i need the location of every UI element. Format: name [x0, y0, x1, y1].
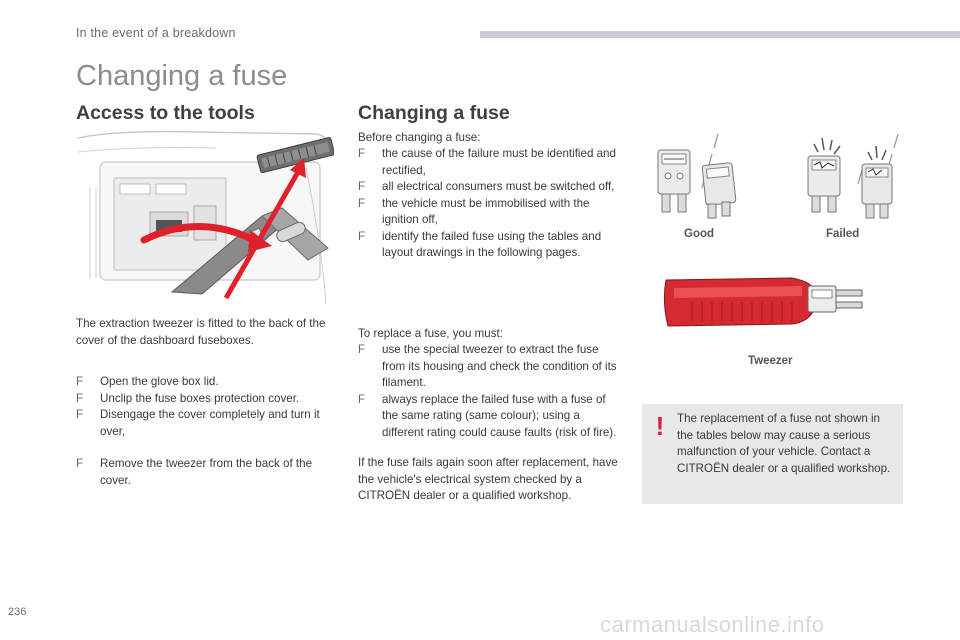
page-title: Changing a fuse: [76, 60, 288, 92]
bullet-icon: F: [358, 147, 366, 160]
list-item: F the cause of the failure must be identified and rectified,: [358, 147, 616, 177]
glovebox-illustration: [76, 128, 334, 306]
watermark: carmanualsonline.info: [600, 612, 825, 637]
bullet-icon: F: [76, 391, 84, 405]
bullet-icon: F: [76, 457, 84, 470]
list-item: F always replace the failed fuse with a fuse of the same rating (same colour); using a different rating could cause faults (risk of fire).: [358, 392, 617, 439]
list-item: F Unclip the fuse boxes protection cover.: [76, 391, 338, 408]
replace-steps-list: [358, 342, 620, 441]
failed-fuse-illustration: [802, 130, 902, 222]
closing-text: If the fuse fails again soon after replacement, have the vehicle's electrical system checked by a CITROËN dealer or a qualified workshop.: [358, 456, 618, 502]
warning-text: The replacement of a fuse not shown in the tables below may cause a serious malfunction of your vehicle. Contact a CITROËN dealer or a qualified workshop.: [677, 412, 891, 475]
before-steps-list: [358, 146, 620, 262]
bullet-icon: F: [76, 375, 84, 388]
warning-box: [642, 404, 903, 504]
bullet-icon: F: [358, 392, 366, 406]
access-tools-heading: Access to the tools: [76, 102, 255, 124]
good-label: Good: [684, 228, 715, 240]
tweezer-illustration: [662, 272, 868, 332]
list-item: F Disengage the cover completely and turn it over,: [76, 408, 320, 438]
list-item: F all electrical consumers must be switched off,: [358, 179, 620, 196]
warning-icon: !: [655, 411, 665, 441]
list-item: F use the special tweezer to extract the fuse from its housing and check the condition of its filament.: [358, 343, 617, 389]
good-fuse-illustration: [652, 130, 752, 222]
list-item: F the vehicle must be immobilised with the ignition off,: [358, 196, 590, 226]
bullet-icon: F: [358, 180, 366, 193]
tweezer-location-text: The extraction tweezer is fitted to the back of the cover of the dashboard fuseboxes.: [76, 317, 326, 347]
changing-fuse-heading: Changing a fuse: [358, 102, 510, 124]
bullet-icon: F: [76, 408, 84, 421]
remove-tweezer-list: [76, 456, 338, 489]
list-item: F identify the failed fuse using the tables and layout drawings in the following pages.: [358, 229, 602, 259]
failed-label: Failed: [826, 228, 860, 240]
page-number: 236: [8, 606, 27, 618]
bullet-icon: F: [358, 343, 366, 356]
access-steps-list: [76, 374, 338, 440]
replace-intro: To replace a fuse, you must:: [358, 327, 503, 340]
list-item: F Remove the tweezer from the back of the cover.: [76, 457, 313, 487]
header-bar: [480, 31, 960, 38]
section-label: In the event of a breakdown: [76, 26, 236, 40]
before-intro: Before changing a fuse:: [358, 131, 481, 144]
list-item: F Open the glove box lid.: [76, 374, 338, 391]
bullet-icon: F: [358, 229, 366, 243]
tweezer-label: Tweezer: [748, 355, 793, 367]
bullet-icon: F: [358, 196, 366, 210]
